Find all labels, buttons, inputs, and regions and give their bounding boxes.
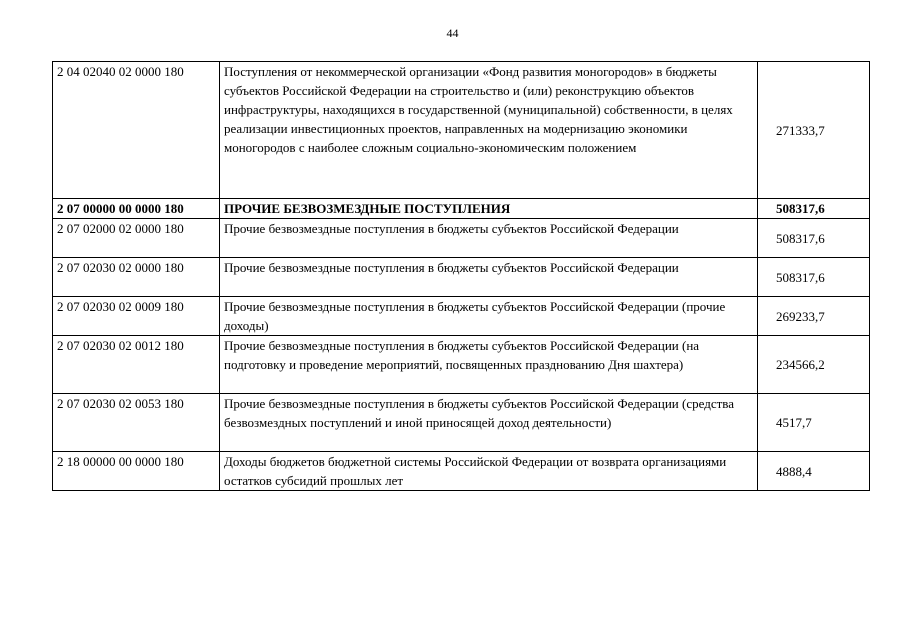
amount-cell: 271333,7	[758, 62, 870, 199]
budget-code-cell: 2 07 02000 02 0000 180	[53, 219, 220, 258]
description-cell: Прочие безвозмездные поступления в бюджеты субъектов Российской Федерации	[220, 219, 758, 258]
table-row-section-total	[53, 199, 870, 219]
table-row	[53, 62, 870, 199]
table-row	[53, 258, 870, 297]
budget-code-cell: 2 07 02030 02 0012 180	[53, 336, 220, 394]
table-row	[53, 394, 870, 452]
description-cell: Прочие безвозмездные поступления в бюджеты субъектов Российской Федерации	[220, 258, 758, 297]
table-row	[53, 336, 870, 394]
amount-cell: 508317,6	[758, 258, 870, 297]
table-row	[53, 452, 870, 491]
table-row	[53, 219, 870, 258]
budget-code-cell: 2 07 02030 02 0009 180	[53, 297, 220, 336]
budget-code-cell: 2 18 00000 00 0000 180	[53, 452, 220, 491]
budget-revenue-table	[52, 61, 870, 491]
budget-code-cell: 2 07 02030 02 0053 180	[53, 394, 220, 452]
amount-cell: 234566,2	[758, 336, 870, 394]
description-cell: Поступления от некоммерческой организации «Фонд развития моногородов» в бюджеты субъектов Российской Федерации на строительство и (или) реконструкцию объектов инфраструктуры, находящихся в государственной (муниципальной) собственности, в целях реализации инвестиционных проектов, направленных на модернизацию экономики моногородов с наиболее сложным социально-экономическим положением	[220, 62, 758, 199]
description-cell: Прочие безвозмездные поступления в бюджеты субъектов Российской Федерации (на подготовку и проведение мероприятий, посвященных празднованию Дня шахтера)	[220, 336, 758, 394]
budget-code-cell: 2 04 02040 02 0000 180	[53, 62, 220, 199]
amount-cell: 508317,6	[758, 219, 870, 258]
description-cell: Прочие безвозмездные поступления в бюджеты субъектов Российской Федерации (средства безвозмездных поступлений и иной приносящей доход деятельности)	[220, 394, 758, 452]
amount-cell: 4888,4	[758, 452, 870, 491]
table-row	[53, 297, 870, 336]
amount-cell: 4517,7	[758, 394, 870, 452]
amount-cell: 269233,7	[758, 297, 870, 336]
page-number: 44	[446, 26, 459, 40]
description-cell: Прочие безвозмездные поступления в бюджеты субъектов Российской Федерации (прочие доходы)	[220, 297, 758, 336]
amount-cell: 508317,6	[758, 199, 870, 219]
description-cell: ПРОЧИЕ БЕЗВОЗМЕЗДНЫЕ ПОСТУПЛЕНИЯ	[220, 199, 758, 219]
budget-code-cell: 2 07 00000 00 0000 180	[53, 199, 220, 219]
budget-code-cell: 2 07 02030 02 0000 180	[53, 258, 220, 297]
description-cell: Доходы бюджетов бюджетной системы Российской Федерации от возврата организациями остатков субсидий прошлых лет	[220, 452, 758, 491]
